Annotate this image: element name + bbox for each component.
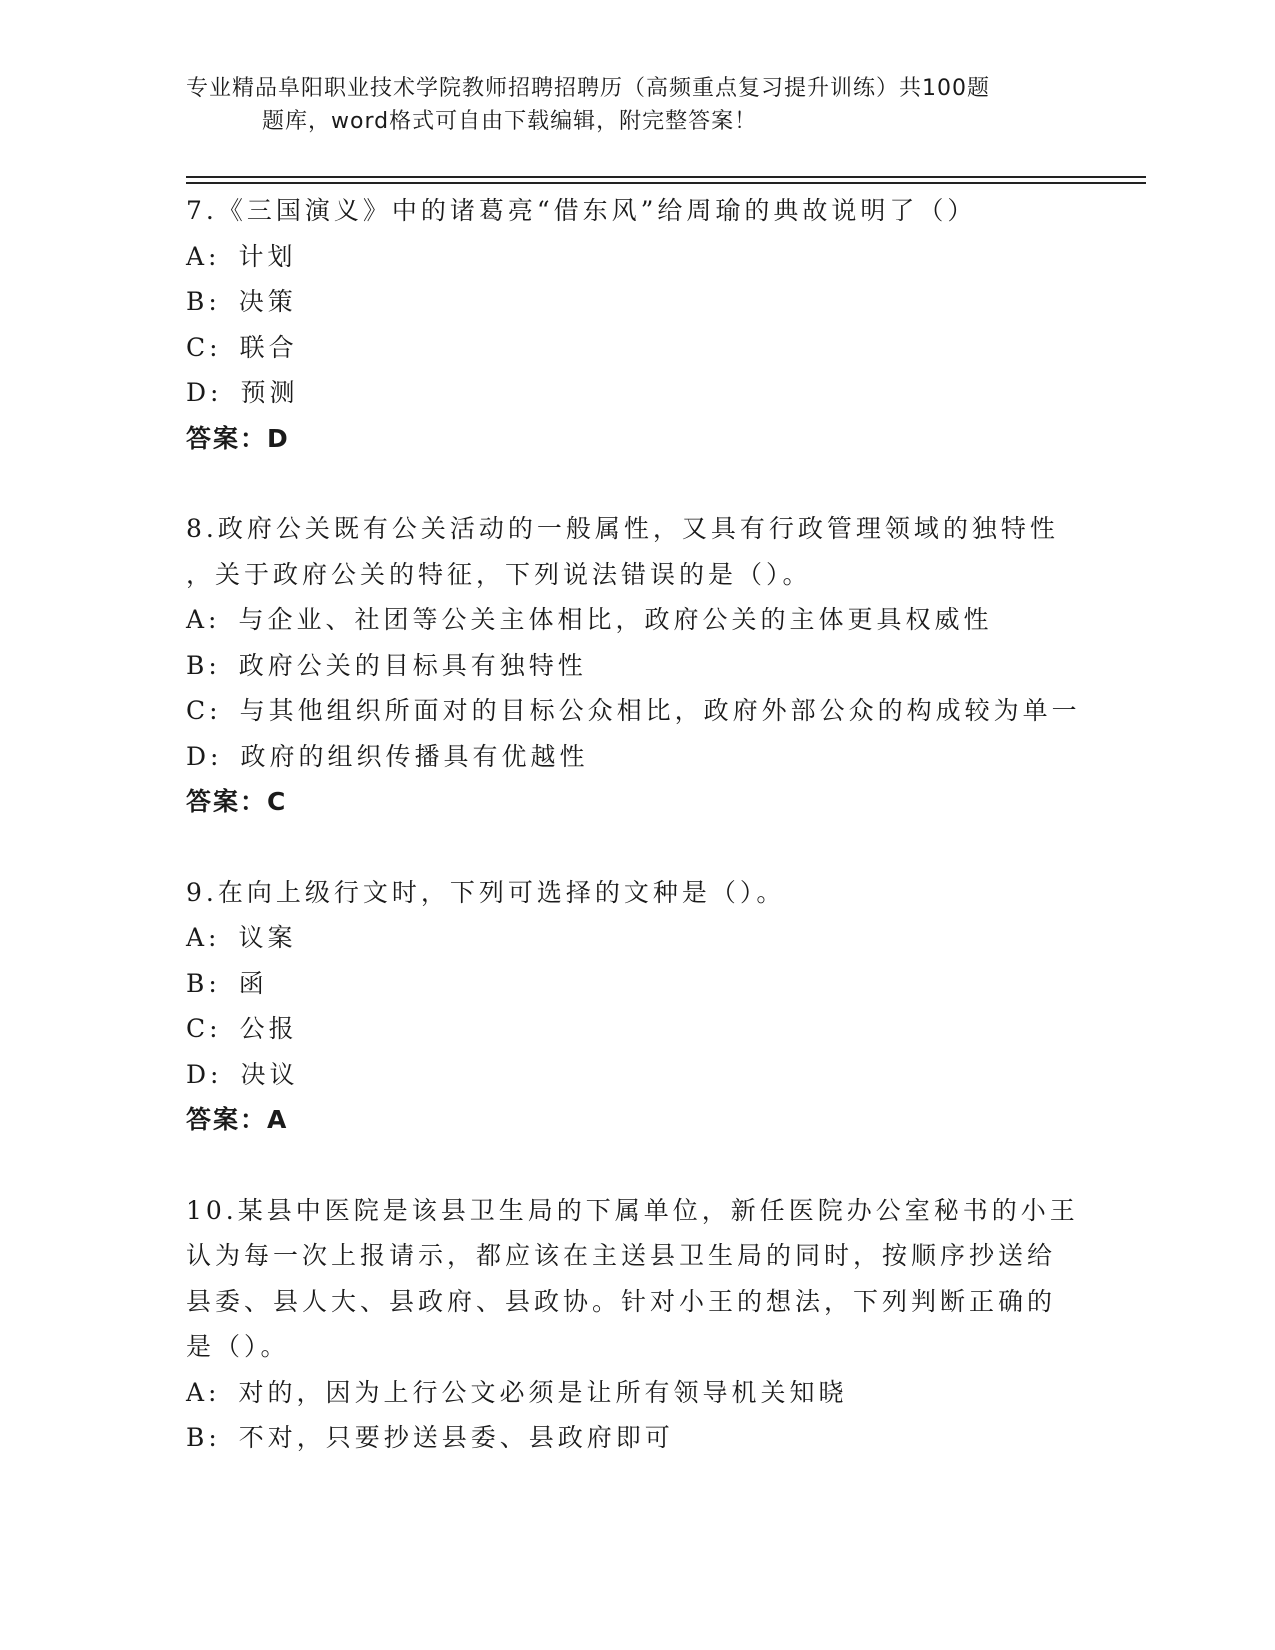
option-text: 议案: [238, 923, 297, 952]
question-stem: 9.在向上级行文时，下列可选择的文种是（）。: [186, 877, 786, 907]
option-text: 函: [238, 968, 268, 998]
answer-line: 答案：C: [186, 787, 288, 816]
option-text: 政府的组织传播具有优越性: [240, 741, 589, 771]
question-10: [186, 1188, 1086, 1461]
option-text: 决策: [238, 287, 297, 316]
option-b: [186, 279, 1086, 325]
option-text: 计划: [238, 241, 297, 271]
option-key: D:: [186, 378, 223, 407]
document-header: [186, 72, 1066, 138]
question-stem: 10.某县中医院是该县卫生局的下属单位，新任医院办公室秘书的小王: [186, 1195, 1079, 1225]
question-list: [186, 188, 1086, 1506]
option-text: 不对，只要抄送县委、县政府即可: [238, 1423, 674, 1452]
option-d: [186, 1052, 1086, 1098]
option-text: 预测: [240, 378, 299, 407]
option-key: A:: [186, 241, 221, 271]
header-rule-bottom: [186, 182, 1146, 184]
question-9: [186, 870, 1086, 1143]
question-stem: 县委、县人大、县政府、县政协。针对小王的想法，下列判断正确的: [186, 1286, 1057, 1316]
question-stem: 8.政府公关既有公关活动的一般属性，又具有行政管理领域的独特性: [186, 514, 1059, 543]
option-key: D:: [186, 1059, 223, 1089]
answer-line: 答案：A: [186, 1105, 289, 1134]
option-c: [186, 688, 1086, 734]
option-text: 公报: [239, 1014, 298, 1043]
option-key: A:: [186, 923, 221, 952]
header-title-line-1: 专业精品阜阳职业技术学院教师招聘招聘历（高频重点复习提升训练）共100题: [186, 76, 990, 101]
option-text: 联合: [239, 332, 298, 362]
option-key: B:: [186, 968, 221, 998]
question-8: [186, 506, 1086, 825]
option-b: [186, 1415, 1086, 1461]
question-stem: ，关于政府公关的特征，下列说法错误的是（）。: [186, 559, 812, 589]
question-stem: 是（）。: [186, 1332, 290, 1361]
header-rule-top: [186, 176, 1146, 178]
option-key: A:: [186, 1377, 221, 1407]
option-text: 与企业、社团等公关主体相比，政府公关的主体更具权威性: [238, 605, 993, 634]
option-key: B:: [186, 650, 221, 680]
option-a: [186, 915, 1086, 961]
option-d: [186, 370, 1086, 416]
option-key: A:: [186, 605, 221, 634]
question-stem: 7.《三国演义》中的诸葛亮“借东风”给周瑜的典故说明了（）: [186, 196, 977, 225]
option-key: D:: [186, 741, 223, 771]
option-key: C:: [186, 1014, 222, 1043]
option-a: [186, 1370, 1086, 1416]
option-a: [186, 597, 1086, 643]
question-stem: 认为每一次上报请示，都应该在主送县卫生局的同时，按顺序抄送给: [186, 1241, 1057, 1270]
option-text: 与其他组织所面对的目标公众相比，政府外部公众的构成较为单一: [239, 696, 1081, 725]
option-text: 政府公关的目标具有独特性: [238, 650, 587, 680]
option-b: [186, 961, 1086, 1007]
answer-line: 答案：D: [186, 423, 290, 453]
option-c: [186, 325, 1086, 371]
option-key: B:: [186, 287, 221, 316]
option-a: [186, 234, 1086, 280]
option-key: B:: [186, 1423, 221, 1452]
header-title-line-2: 题库，word格式可自由下载编辑，附完整答案！: [262, 109, 758, 134]
question-7: [186, 188, 1086, 461]
option-c: [186, 1006, 1086, 1052]
option-text: 决议: [240, 1059, 299, 1089]
option-text: 对的，因为上行公文必须是让所有领导机关知晓: [238, 1377, 848, 1407]
option-key: C:: [186, 696, 222, 725]
option-d: [186, 734, 1086, 780]
option-key: C:: [186, 332, 222, 362]
option-b: [186, 643, 1086, 689]
